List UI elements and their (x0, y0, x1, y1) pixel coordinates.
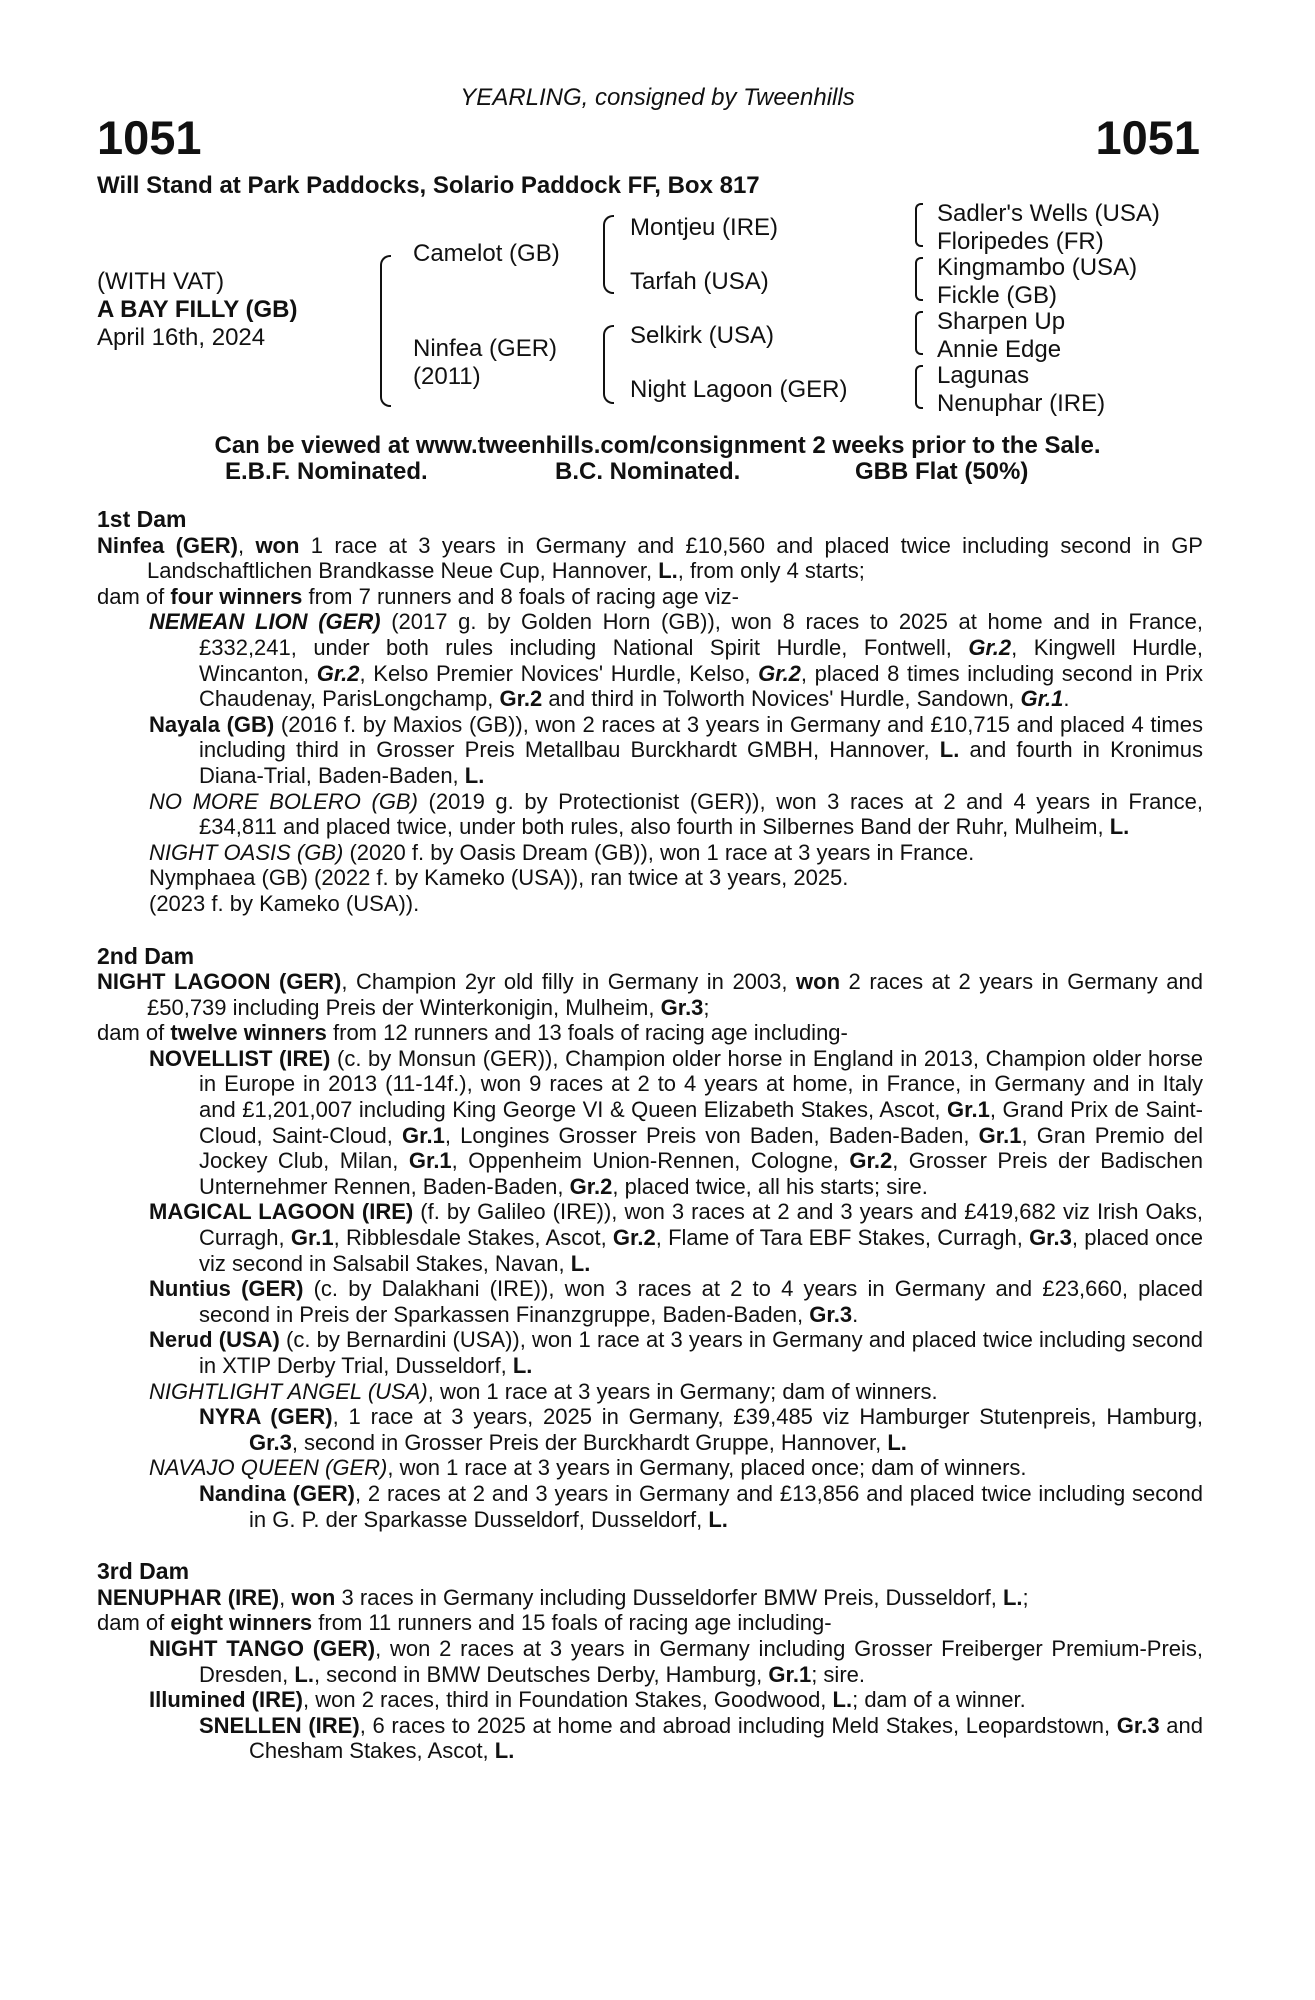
text-run: Gr.2 (569, 1173, 613, 1199)
pedigree-brace-sire (603, 215, 614, 294)
section-title-third-dam: 3rd Dam (97, 1558, 190, 1585)
dam1-produce-entry (97, 609, 1203, 711)
text-run: (2023 f. by Kameko (USA)). (149, 890, 420, 916)
horse-name: A BAY FILLY (GB) (97, 296, 298, 323)
text-run: from 11 runners and 15 foals of racing age including- (312, 1610, 832, 1636)
text-run: (c. by Dalakhani (IRE)), won 3 races at 2 to 4 years in Germany and £23,660, placed second in Preis der Sparkassen Finanzgruppe, Baden-Baden, (199, 1276, 1203, 1327)
text-run: NIGHTLIGHT ANGEL (USA) (149, 1378, 428, 1404)
text-run: ; dam of a winner. (852, 1687, 1026, 1713)
text-run: NAVAJO QUEEN (GER) (149, 1455, 388, 1481)
text-run: , Ribblesdale Stakes, Ascot, (333, 1225, 613, 1251)
text-run: Nymphaea (GB) (2022 f. by Kameko (USA)), ran twice at 3 years, 2025. (149, 865, 849, 891)
text-run: NYRA (GER) (199, 1404, 333, 1430)
text-run: , 2 races at 2 and 3 years in Germany and £13,856 and placed twice including second in G. P. der Sparkasse Dusseldorf, Dusseldorf, (249, 1480, 1203, 1532)
dam1-produce-intro (97, 584, 1203, 610)
consignment-line: YEARLING, consigned by Tweenhills (460, 84, 855, 111)
text-run: , won 1 race at 3 years in Germany, placed once; dam of winners. (387, 1455, 1027, 1481)
text-run: L. (494, 1738, 515, 1764)
text-run: , Oppenheim Union-Rennen, Cologne, (451, 1148, 850, 1174)
dam2-grandproduce-entry (97, 1404, 1203, 1455)
dam2-produce-entry (97, 1327, 1203, 1378)
text-run: Gr.2 (612, 1225, 656, 1251)
text-run: (c. by Monsun (GER)), Champion older horse in England in 2013, Champion older horse in Europe in 2013 (11-14f.), won 9 races at 2 to 4 years at home, in France, in Germany and in Italy and £1,201,007 including King George VI & Queen Elizabeth Stakes, Ascot, (199, 1045, 1204, 1123)
text-run: Gr.2 (849, 1148, 893, 1174)
text-run: L. (658, 558, 678, 584)
dam-name: Ninfea (GER) (413, 335, 558, 362)
vat-label: (WITH VAT) (97, 268, 225, 295)
text-run: MAGICAL LAGOON (IRE) (149, 1199, 414, 1225)
gp-dds: Lagunas (937, 362, 1030, 389)
pedigree-brace-main (380, 255, 391, 407)
text-run: NIGHT OASIS (GB) (149, 839, 344, 865)
gp-sss: Sadler's Wells (USA) (937, 200, 1160, 227)
text-run: , (237, 532, 256, 558)
text-run: Gr.3 (1116, 1712, 1160, 1738)
dam3-produce-entry (97, 1687, 1203, 1713)
text-run: Nuntius (GER) (149, 1276, 304, 1302)
dam3-summary (97, 1585, 1203, 1611)
text-run: , Grosser Preis der Badischen Unternehmer Rennen, Baden-Baden, (199, 1148, 1203, 1199)
text-run: and fourth in Kronimus Diana-Trial, Baden-Baden, (199, 737, 1203, 788)
gp-ddd: Nenuphar (IRE) (937, 390, 1106, 417)
text-run: , Flame of Tara EBF Stakes, Curragh, (655, 1225, 1030, 1251)
sire-name: Camelot (GB) (413, 240, 560, 267)
dam1-produce-entry (97, 865, 1203, 891)
gp-sdd: Fickle (GB) (937, 282, 1057, 309)
text-run: dam of (97, 583, 171, 609)
viewing-note: Can be viewed at www.tweenhills.com/consignment 2 weeks prior to the Sale. (214, 432, 1101, 459)
text-run: L. (1109, 814, 1130, 840)
section-title-first-dam: 1st Dam (97, 506, 187, 532)
text-run: (c. by Bernardini (USA)), won 1 race at 3 years in Germany and placed twice including second in XTIP Derby Trial, Dusseldorf, (199, 1327, 1203, 1378)
dam1-summary (97, 533, 1203, 584)
text-run: Nandina (GER) (199, 1480, 355, 1506)
text-run: , Kingwell Hurdle, Wincanton, (199, 634, 1204, 686)
text-run: , second in BMW Deutsches Derby, Hamburg, (313, 1661, 769, 1687)
dam2-produce-entry (97, 1199, 1203, 1276)
text-run: , Champion 2yr old filly in Germany in 2003, (341, 969, 797, 995)
text-run: , won 2 races at 3 years in Germany including Grosser Freiberger Premium-Preis, Dresden, (199, 1635, 1204, 1687)
text-run: NIGHT TANGO (GER) (149, 1635, 376, 1661)
gp-sds: Kingmambo (USA) (937, 254, 1138, 281)
dam1-produce-entry (97, 840, 1203, 866)
text-run: , second in Grosser Preis der Burckhardt Gruppe, Hannover, (291, 1429, 888, 1455)
text-run: Gr.3 (1029, 1225, 1072, 1251)
text-run: (2019 g. by Protectionist (GER)), won 3 races at 2 and 4 years in France, £34,811 and placed twice, under both rules, also fourth in Silbernes Band der Ruhr, Mulheim, (199, 788, 1203, 840)
text-run: NEMEAN LION (GER) (149, 609, 381, 635)
section-gap (97, 917, 1203, 944)
section-title-second-dam: 2nd Dam (97, 942, 195, 969)
text-run: Gr.1 (290, 1225, 334, 1251)
dam1-produce-entry (97, 789, 1203, 840)
text-run: L. (887, 1429, 907, 1455)
dam1-produce-entry (97, 891, 1203, 917)
text-run: Gr.3 (249, 1429, 292, 1455)
text-run: Nerud (USA) (149, 1327, 280, 1353)
text-run: (f. by Galileo (IRE)), won 3 races at 2 and 3 years and £419,682 viz Irish Oaks, Curragh, (199, 1199, 1204, 1251)
stand-location: Will Stand at Park Paddocks, Solario Paddock FF, Box 817 (97, 172, 760, 199)
text-run: L. (570, 1250, 591, 1276)
text-run: , (279, 1584, 292, 1610)
text-run: from 7 runners and 8 foals of racing age viz- (302, 583, 739, 609)
text-run: Illumined (IRE) (149, 1687, 303, 1713)
text-run: , Grand Prix de Saint-Cloud, Saint-Cloud, (199, 1097, 1203, 1148)
gp-ssd: Floripedes (FR) (937, 228, 1104, 255)
dam2-summary (97, 969, 1203, 1020)
catalogue-body (97, 507, 1203, 1764)
text-run: ; sire. (811, 1661, 865, 1687)
text-run: won (796, 969, 841, 995)
gbb-flat: GBB Flat (50%) (855, 458, 1029, 485)
text-run: won (255, 532, 300, 558)
text-run: Gr.1 (1020, 686, 1064, 712)
dam2-produce-entry (97, 1455, 1203, 1481)
sire-sire: Montjeu (IRE) (630, 214, 779, 241)
text-run: NOVELLIST (IRE) (149, 1045, 331, 1071)
dam3-produce-intro (97, 1610, 1203, 1636)
text-run: , won 1 race at 3 years in Germany; dam of winners. (427, 1378, 938, 1404)
lot-number-left: 1051 (97, 111, 202, 164)
text-run: L. (464, 762, 485, 788)
text-run: twelve winners (170, 1020, 327, 1046)
text-run: , won 2 races, third in Foundation Stakes, Goodwood, (303, 1687, 833, 1713)
text-run: Gr.2 (758, 660, 801, 686)
text-run: dam of (97, 1610, 171, 1636)
text-run: 3 races in Germany including Dusseldorfer BMW Preis, Dusseldorf, (335, 1584, 1003, 1610)
text-run: Gr.1 (978, 1122, 1022, 1148)
dam-sire: Selkirk (USA) (630, 322, 775, 349)
text-run: NO MORE BOLERO (GB) (149, 788, 418, 814)
dam2-produce-entry (97, 1046, 1203, 1200)
pedigree-brace-ss (915, 203, 923, 247)
text-run: Gr.3 (660, 994, 704, 1020)
text-run: Gr.3 (809, 1301, 853, 1327)
dam1-produce-entry (97, 712, 1203, 789)
foaling-date: April 16th, 2024 (97, 324, 266, 351)
text-run: L. (708, 1506, 728, 1532)
text-run: Gr.2 (499, 686, 543, 712)
text-run: , placed 8 times including second in Prix Chaudenay, ParisLongchamp, (199, 660, 1204, 712)
text-run: , from only 4 starts; (677, 558, 865, 584)
text-run: won (291, 1584, 336, 1610)
pedigree-brace-sd (915, 257, 923, 301)
text-run: SNELLEN (IRE) (199, 1712, 360, 1738)
dam2-produce-entry (97, 1379, 1203, 1405)
text-run: ; (703, 994, 710, 1020)
ebf-nomination: E.B.F. Nominated. (225, 458, 428, 485)
bc-nomination: B.C. Nominated. (555, 458, 741, 485)
text-run: (2017 g. by Golden Horn (GB)), won 8 races to 2025 at home and in France, £332,241, under both rules including National Spirit Hurdle, Fontwell, (199, 609, 1203, 660)
gp-dsd: Annie Edge (937, 336, 1062, 363)
text-run: L. (512, 1353, 533, 1378)
text-run: , Gran Premio del Jockey Club, Milan, (199, 1122, 1203, 1174)
text-run: dam of (97, 1020, 171, 1046)
section-gap (97, 1532, 1203, 1559)
text-run: 1 race at 3 years in Germany and £10,560 and placed twice including second in GP Landschaftlichen Brandkasse Neue Cup, Hannover, (147, 532, 1203, 584)
text-run: , Longines Grosser Preis von Baden, Baden-Baden, (444, 1122, 979, 1148)
text-run: 2 races at 2 years in Germany and £50,739 including Preis der Winterkonigin, Mulheim, (147, 969, 1203, 1020)
text-run: Gr.1 (402, 1122, 445, 1148)
dam2-produce-intro (97, 1020, 1203, 1046)
lot-number-right: 1051 (1095, 111, 1200, 164)
text-run: L. (832, 1687, 853, 1713)
text-run: Gr.2 (968, 634, 1012, 660)
text-run: . (852, 1301, 859, 1327)
text-run: Nayala (GB) (149, 711, 275, 737)
text-run: . (1063, 686, 1070, 712)
text-run: (2020 f. by Oasis Dream (GB)), won 1 race at 3 years in France. (343, 839, 975, 865)
text-run: Gr.1 (947, 1097, 990, 1123)
text-run: Ninfea (GER) (97, 532, 238, 558)
sire-dam: Tarfah (USA) (630, 268, 769, 295)
dam3-grandproduce-entry (97, 1713, 1203, 1764)
text-run: and third in Tolworth Novices' Hurdle, Sandown, (542, 686, 1021, 712)
text-run: Gr.1 (768, 1661, 812, 1687)
dam3-produce-entry (97, 1636, 1203, 1687)
text-run: L. (1002, 1584, 1023, 1610)
text-run: and Chesham Stakes, Ascot, (249, 1712, 1203, 1764)
pedigree-brace-ds (915, 311, 923, 355)
gp-dss: Sharpen Up (937, 308, 1066, 335)
text-run: four winners (170, 583, 303, 609)
dam2-produce-entry (97, 1276, 1203, 1327)
text-run: ; (1022, 1584, 1029, 1610)
text-run: Gr.2 (316, 660, 360, 686)
dam2-grandproduce-entry (97, 1481, 1203, 1532)
text-run: NIGHT LAGOON (GER) (97, 969, 342, 995)
text-run: eight winners (170, 1610, 313, 1636)
text-run: , 1 race at 3 years, 2025 in Germany, £39,485 viz Hamburger Stutenpreis, Hamburg, (332, 1404, 1203, 1430)
dam-dam: Night Lagoon (GER) (630, 376, 848, 403)
text-run: NENUPHAR (IRE) (97, 1584, 280, 1610)
pedigree-brace-dd (915, 365, 923, 409)
pedigree-brace-dam (603, 325, 614, 404)
text-run: , placed once viz second in Salsabil Stakes, Navan, (199, 1225, 1203, 1276)
text-run: Gr.1 (408, 1148, 452, 1174)
text-run: (2016 f. by Maxios (GB)), won 2 races at 3 years in Germany and £10,715 and placed 4 times including third in Grosser Preis Metallbau Burckhardt GMBH, Hannover, (199, 711, 1203, 763)
text-run: L. (294, 1661, 314, 1687)
text-run: , placed twice, all his starts; sire. (612, 1173, 928, 1199)
text-run: , 6 races to 2025 at home and abroad including Meld Stakes, Leopardstown, (359, 1712, 1117, 1738)
text-run: from 12 runners and 13 foals of racing age including- (326, 1020, 848, 1046)
text-run: , Kelso Premier Novices' Hurdle, Kelso, (359, 660, 759, 686)
text-run: L. (939, 737, 960, 763)
dam-foal-year: (2011) (413, 363, 481, 390)
